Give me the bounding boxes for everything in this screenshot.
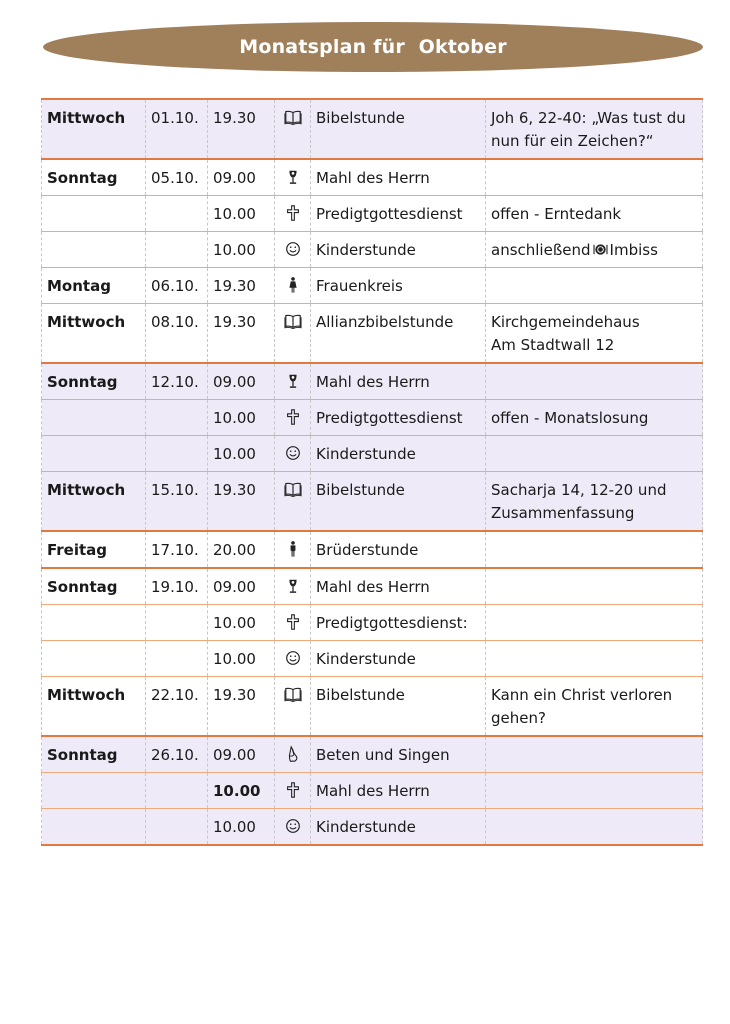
note-text: Imbiss	[609, 241, 658, 259]
day-cell: Sonntag	[42, 159, 146, 196]
day-cell	[42, 436, 146, 472]
day-cell: Sonntag	[42, 568, 146, 605]
note-text: anschließend	[491, 241, 591, 259]
day-cell	[42, 773, 146, 809]
event-cell: Predigtgottesdienst	[311, 400, 486, 436]
table-row	[42, 736, 703, 773]
time-cell: 10.00	[208, 641, 275, 677]
note-cell: Joh 6, 22-40: „Was tust du nun für ein Zeichen?“	[486, 99, 703, 159]
cross-icon	[284, 204, 302, 222]
note-cell	[486, 159, 703, 196]
time-cell: 19.30	[208, 99, 275, 159]
plate-cutlery-icon	[593, 241, 608, 256]
event-cell: Kinderstunde	[311, 641, 486, 677]
day-cell	[42, 809, 146, 846]
table-row	[42, 773, 703, 809]
time-cell: 09.00	[208, 159, 275, 196]
date-cell: 08.10.	[146, 304, 208, 364]
note-cell	[486, 568, 703, 605]
time-cell: 10.00	[208, 400, 275, 436]
day-cell	[42, 605, 146, 641]
title-banner	[43, 22, 703, 72]
note-cell	[486, 605, 703, 641]
cross-icon	[284, 781, 302, 799]
event-cell: Bibelstunde	[311, 99, 486, 159]
date-cell: 17.10.	[146, 531, 208, 568]
time-cell: 19.30	[208, 304, 275, 364]
woman-icon	[284, 276, 302, 294]
event-cell: Beten und Singen	[311, 736, 486, 773]
day-cell: Mittwoch	[42, 304, 146, 364]
event-cell: Predigtgottesdienst	[311, 196, 486, 232]
table-row	[42, 568, 703, 605]
table-row	[42, 304, 703, 364]
time-cell: 10.00	[208, 809, 275, 846]
note-cell	[486, 641, 703, 677]
day-cell	[42, 400, 146, 436]
schedule-table	[41, 98, 703, 846]
time-cell: 19.30	[208, 472, 275, 532]
date-cell: 01.10.	[146, 99, 208, 159]
date-cell: 06.10.	[146, 268, 208, 304]
table-row	[42, 472, 703, 532]
date-cell: 22.10.	[146, 677, 208, 737]
note-cell	[486, 531, 703, 568]
date-cell: 19.10.	[146, 568, 208, 605]
note-cell	[486, 736, 703, 773]
date-cell	[146, 809, 208, 846]
table-row	[42, 400, 703, 436]
note-cell	[486, 436, 703, 472]
note-cell: offen - Erntedank	[486, 196, 703, 232]
date-cell: 05.10.	[146, 159, 208, 196]
book-icon	[284, 685, 302, 703]
table-row	[42, 531, 703, 568]
day-cell	[42, 232, 146, 268]
date-cell	[146, 773, 208, 809]
book-icon	[284, 312, 302, 330]
time-cell: 10.00	[208, 436, 275, 472]
event-cell: Brüderstunde	[311, 531, 486, 568]
event-cell: Mahl des Herrn	[311, 568, 486, 605]
smiley-icon	[284, 240, 302, 258]
day-cell: Mittwoch	[42, 472, 146, 532]
table-row	[42, 363, 703, 400]
time-cell: 19.30	[208, 268, 275, 304]
note-cell: Kann ein Christ verloren gehen?	[486, 677, 703, 737]
table-row	[42, 268, 703, 304]
note-line: Kirchgemeindehaus	[491, 313, 640, 331]
date-cell	[146, 641, 208, 677]
note-cell: Sacharja 14, 12-20 und Zusammenfassung	[486, 472, 703, 532]
note-cell	[486, 268, 703, 304]
time-cell: 19.30	[208, 677, 275, 737]
note-line: Am Stadtwall 12	[491, 336, 615, 354]
event-cell: Mahl des Herrn	[311, 773, 486, 809]
event-cell: Kinderstunde	[311, 809, 486, 846]
smiley-icon	[284, 817, 302, 835]
event-cell: Frauenkreis	[311, 268, 486, 304]
date-cell: 26.10.	[146, 736, 208, 773]
praying-hands-icon	[284, 745, 302, 763]
event-cell: Bibelstunde	[311, 677, 486, 737]
time-cell: 10.00	[208, 196, 275, 232]
date-cell	[146, 605, 208, 641]
table-row	[42, 99, 703, 159]
table-row	[42, 436, 703, 472]
note-cell	[486, 809, 703, 846]
day-cell: Mittwoch	[42, 99, 146, 159]
event-cell: Allianzbibelstunde	[311, 304, 486, 364]
book-icon	[284, 108, 302, 126]
day-cell: Freitag	[42, 531, 146, 568]
day-cell	[42, 641, 146, 677]
table-row	[42, 159, 703, 196]
event-cell: Kinderstunde	[311, 436, 486, 472]
event-cell: Kinderstunde	[311, 232, 486, 268]
man-icon	[284, 540, 302, 558]
time-cell: 10.00	[208, 232, 275, 268]
note-cell	[486, 232, 703, 268]
day-cell	[42, 196, 146, 232]
day-cell: Sonntag	[42, 363, 146, 400]
time-cell: 09.00	[208, 363, 275, 400]
chalice-icon	[284, 372, 302, 390]
date-cell: 15.10.	[146, 472, 208, 532]
day-cell: Mittwoch	[42, 677, 146, 737]
table-row	[42, 641, 703, 677]
book-icon	[284, 480, 302, 498]
note-cell	[486, 363, 703, 400]
cross-icon	[284, 408, 302, 426]
table-row	[42, 196, 703, 232]
time-cell: 09.00	[208, 568, 275, 605]
event-cell: Bibelstunde	[311, 472, 486, 532]
time-cell: 10.00	[208, 605, 275, 641]
day-cell: Montag	[42, 268, 146, 304]
day-cell: Sonntag	[42, 736, 146, 773]
chalice-icon	[284, 168, 302, 186]
date-cell: 12.10.	[146, 363, 208, 400]
note-cell	[486, 304, 703, 364]
table-row	[42, 232, 703, 268]
time-cell: 10.00	[208, 773, 275, 809]
table-row	[42, 809, 703, 846]
date-cell	[146, 436, 208, 472]
smiley-icon	[284, 649, 302, 667]
date-cell	[146, 232, 208, 268]
note-cell	[486, 773, 703, 809]
table-row	[42, 605, 703, 641]
time-cell: 20.00	[208, 531, 275, 568]
event-cell: Mahl des Herrn	[311, 363, 486, 400]
table-row	[42, 677, 703, 737]
date-cell	[146, 400, 208, 436]
event-cell: Predigtgottesdienst:	[311, 605, 486, 641]
note-cell: offen - Monatslosung	[486, 400, 703, 436]
smiley-icon	[284, 444, 302, 462]
cross-icon	[284, 613, 302, 631]
time-cell: 09.00	[208, 736, 275, 773]
page-title: Monatsplan für Oktober	[239, 36, 507, 58]
chalice-icon	[284, 577, 302, 595]
date-cell	[146, 196, 208, 232]
event-cell: Mahl des Herrn	[311, 159, 486, 196]
